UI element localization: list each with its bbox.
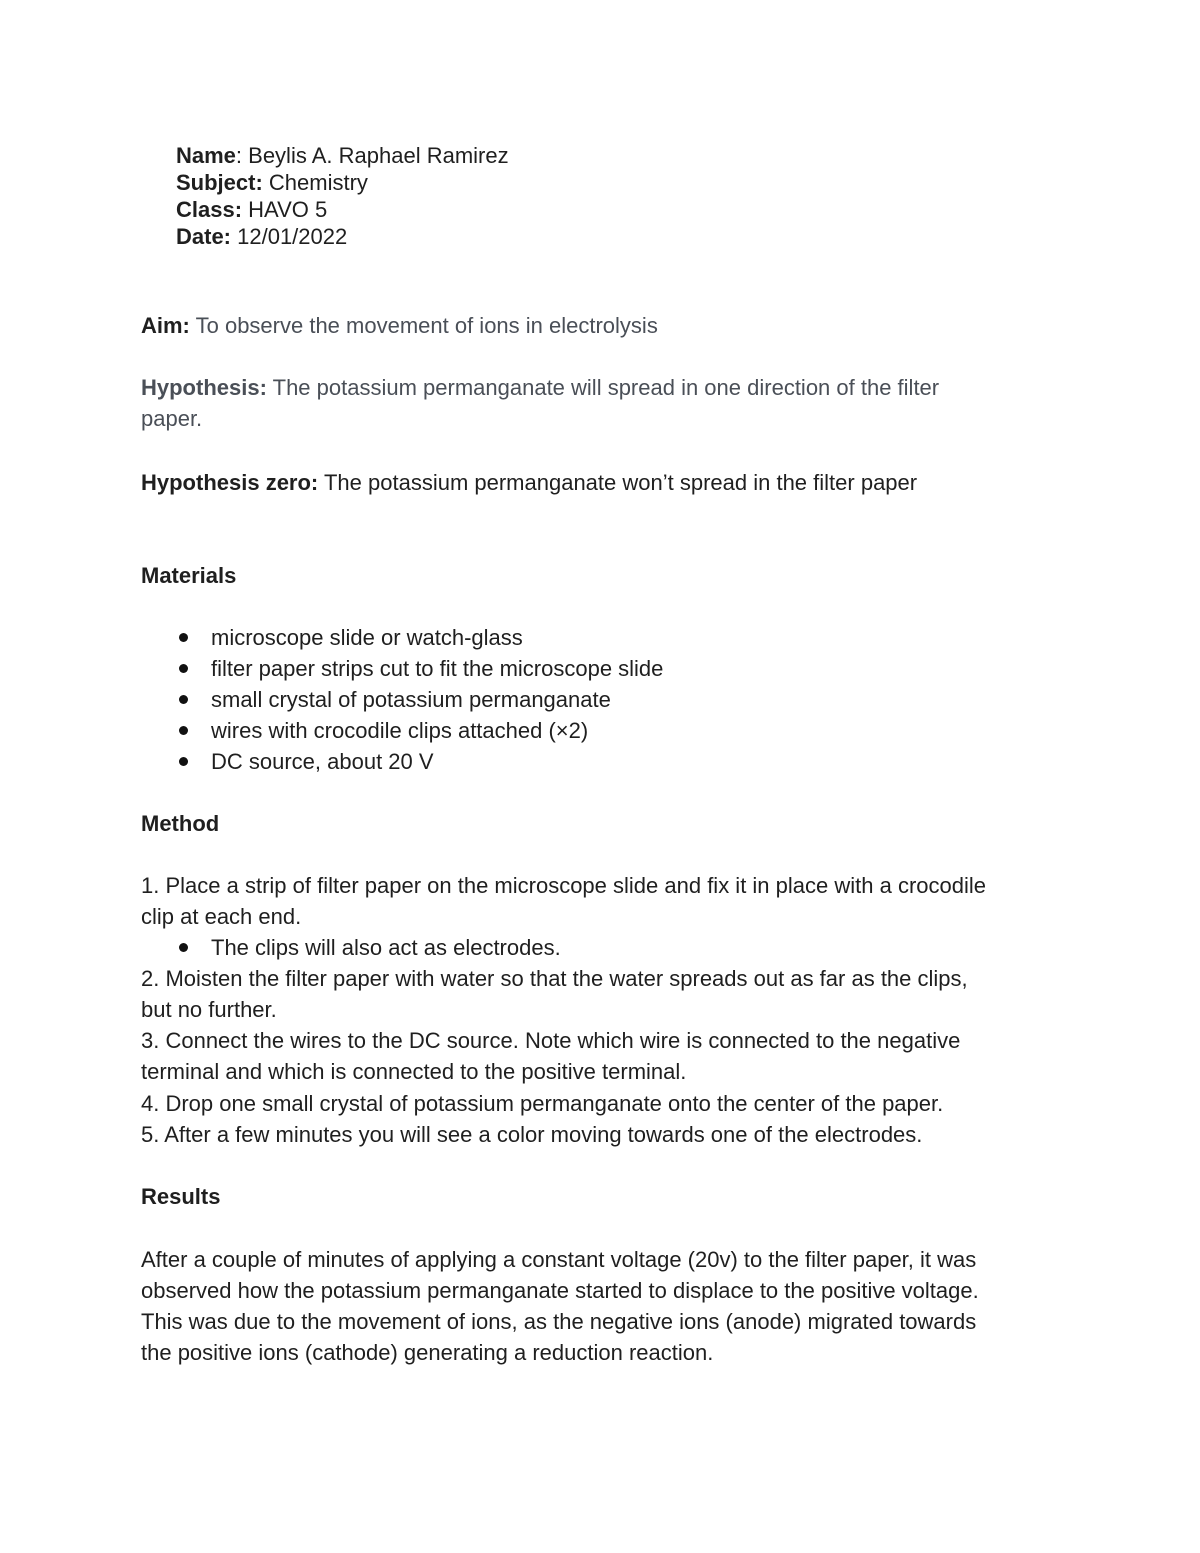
hypothesis-label: Hypothesis: bbox=[141, 375, 267, 400]
bullet-icon bbox=[179, 664, 188, 673]
subject-label: Subject: bbox=[176, 170, 263, 195]
aim-text: To observe the movement of ions in electrolysis bbox=[189, 313, 658, 338]
method-step-1-note: The clips will also act as electrodes. bbox=[211, 935, 561, 960]
name-value: : Beylis A. Raphael Ramirez bbox=[235, 143, 509, 168]
materials-item: small crystal of potassium permanganate bbox=[211, 687, 611, 712]
method-step-3: 3. Connect the wires to the DC source. Note which wire is connected to the negative bbox=[141, 1028, 961, 1053]
results-paragraph-line: After a couple of minutes of applying a constant voltage (20v) to the filter paper, it was bbox=[141, 1247, 977, 1272]
method-step-2: 2. Moisten the filter paper with water so that the water spreads out as far as the clips, bbox=[141, 966, 968, 991]
date-value: 12/01/2022 bbox=[231, 224, 348, 249]
results-paragraph-line: This was due to the movement of ions, as the negative ions (anode) migrated towards bbox=[141, 1309, 977, 1334]
method-step-2-continued: but no further. bbox=[141, 997, 277, 1022]
bullet-icon bbox=[179, 757, 188, 766]
materials-item: microscope slide or watch-glass bbox=[211, 625, 523, 650]
materials-item: wires with crocodile clips attached (×2) bbox=[211, 718, 589, 743]
results-paragraph-line: observed how the potassium permanganate started to displace to the positive voltage. bbox=[141, 1278, 979, 1303]
method-heading: Method bbox=[141, 811, 220, 836]
bullet-icon bbox=[179, 695, 188, 704]
method-step-1-continued: clip at each end. bbox=[141, 904, 302, 929]
name-label: Name bbox=[176, 143, 236, 168]
method-step-4: 4. Drop one small crystal of potassium permanganate onto the center of the paper. bbox=[141, 1091, 944, 1116]
method-step-5: 5. After a few minutes you will see a color moving towards one of the electrodes. bbox=[141, 1122, 923, 1147]
hypothesis-zero-label: Hypothesis zero: bbox=[141, 470, 319, 495]
materials-item: filter paper strips cut to fit the microscope slide bbox=[211, 656, 664, 681]
bullet-icon bbox=[179, 943, 188, 952]
aim-line bbox=[141, 310, 658, 341]
method-step-3-continued: terminal and which is connected to the positive terminal. bbox=[141, 1059, 687, 1084]
hypothesis-zero-text: The potassium permanganate won’t spread in the filter paper bbox=[318, 470, 918, 495]
materials-heading: Materials bbox=[141, 563, 237, 588]
bullet-icon bbox=[179, 633, 188, 642]
bullet-icon bbox=[179, 726, 188, 735]
results-heading: Results bbox=[141, 1184, 221, 1209]
method-step-1: 1. Place a strip of filter paper on the microscope slide and fix it in place with a crocodile bbox=[141, 873, 986, 898]
class-value: HAVO 5 bbox=[242, 197, 328, 222]
subject-value: Chemistry bbox=[262, 170, 368, 195]
hypothesis-text: The potassium permanganate will spread in one direction of the filter bbox=[266, 375, 940, 400]
class-label: Class: bbox=[176, 197, 243, 222]
hypothesis-zero-line bbox=[141, 467, 917, 498]
materials-item: DC source, about 20 V bbox=[211, 749, 434, 774]
hypothesis-text-continued: paper. bbox=[141, 406, 203, 431]
date-label: Date: bbox=[176, 224, 232, 249]
aim-label: Aim: bbox=[141, 313, 190, 338]
date-line bbox=[176, 221, 347, 252]
results-paragraph-line: the positive ions (cathode) generating a reduction reaction. bbox=[141, 1340, 714, 1365]
hypothesis-line bbox=[141, 372, 939, 403]
